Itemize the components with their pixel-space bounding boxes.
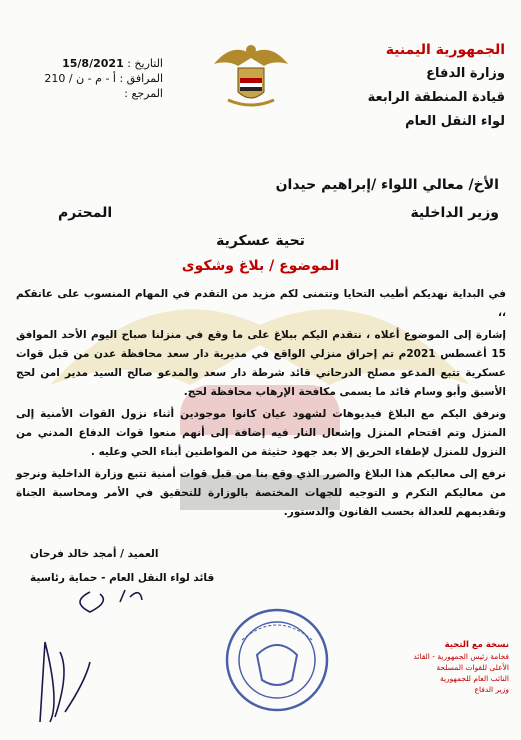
- copies-title: نسخة مع التحية: [444, 640, 509, 650]
- date-label: التاريخ :: [127, 57, 163, 70]
- ministry-title: وزارة الدفاع: [426, 66, 505, 81]
- republic-title: الجمهورية اليمنية: [385, 42, 505, 58]
- signatory-name: العميد / أمجد خالد فرحان: [30, 548, 159, 560]
- letterhead-right: [340, 40, 505, 136]
- brigade-title: لواء النقل العام: [405, 114, 505, 129]
- body-paragraph: في البداية نهديكم أطيب التحايا وتتمنى لكم مزيد من التقدم في المهام المنسوب على عاتقكم ،،: [16, 288, 506, 319]
- subject-line: الموضوع / بلاغ وشكوى: [181, 258, 340, 274]
- attachment-row: المرافق : أ - م - ن / 210: [44, 72, 163, 85]
- body-paragraph: ونرفق اليكم مع البلاغ فيديوهات لشهود عيان كانوا موجودين أثناء نزول القوات الأمنية إلى المنزل وتم اقتحام المنزل وإشعال النار فيه إضافة إلى أنهم منعوا قوات الدفاع المدني من النزول للمنزل لإطفاء الحريق إلا بعد جهود حثيثة من المواطنين أبناء الحي وعليه .: [16, 408, 506, 458]
- body-paragraph: إشارة إلى الموضوع أعلاه ، نتقدم اليكم ببلاغ على ما وقع في منزلنا صباح اليوم الأحد الموافق 15 أغسطس 2021م تم إحراق منزلي الواقع في مديرية دار سعد محافظة عدن من قبل قوات عسكرية تتبع المدعو مصلح الدرحاني قائد شرطة دار سعد والمدعو صالح السيد مدير امن لحج الأسبق وأبو وسام قائد ما يسمى مكافحة الإرهاب محافظة لحج.: [16, 329, 506, 398]
- handwritten-signature: [30, 582, 190, 732]
- reference-row: المرجع :: [124, 87, 163, 100]
- letterhead-left: [18, 56, 163, 101]
- respected-label: المحترم: [58, 205, 113, 221]
- addressee-title: وزير الداخلية: [410, 205, 499, 221]
- region-title: قيادة المنطقة الرابعة: [367, 90, 505, 105]
- copies-list: [397, 640, 509, 695]
- date-value: 15/8/2021: [62, 57, 124, 70]
- copy-item: وزير الدفاع: [474, 685, 509, 694]
- letter-body: [16, 285, 506, 525]
- signatory-title: قائد لواء النقل العام - حماية رئاسية: [30, 572, 215, 584]
- copy-item: فخامة رئيس الجمهورية - القائد الأعلى للقوات المسلحة: [413, 652, 509, 672]
- date-row: [18, 56, 163, 71]
- yemen-eagle-emblem: [212, 34, 290, 112]
- copy-item: النائب العام للجمهورية: [439, 674, 509, 683]
- addressee-line: الأخ/ معالي اللواء /إبراهيم حيدان: [275, 177, 499, 193]
- body-paragraph: نرفع إلى معاليكم هذا البلاغ والضرر الذي وقع بنا من قبل قوات أمنية تتبع وزارة الداخلية ونرجو من معاليكم التكرم و التوجيه للجهات المختصة بالوزارة للتحقيق في الأمر ومحاسبة الجناة وتقديمهم للعدالة بحسب القانون والدستور.: [16, 468, 506, 518]
- greeting: تحية عسكرية: [216, 233, 305, 249]
- official-stamp: [222, 605, 332, 715]
